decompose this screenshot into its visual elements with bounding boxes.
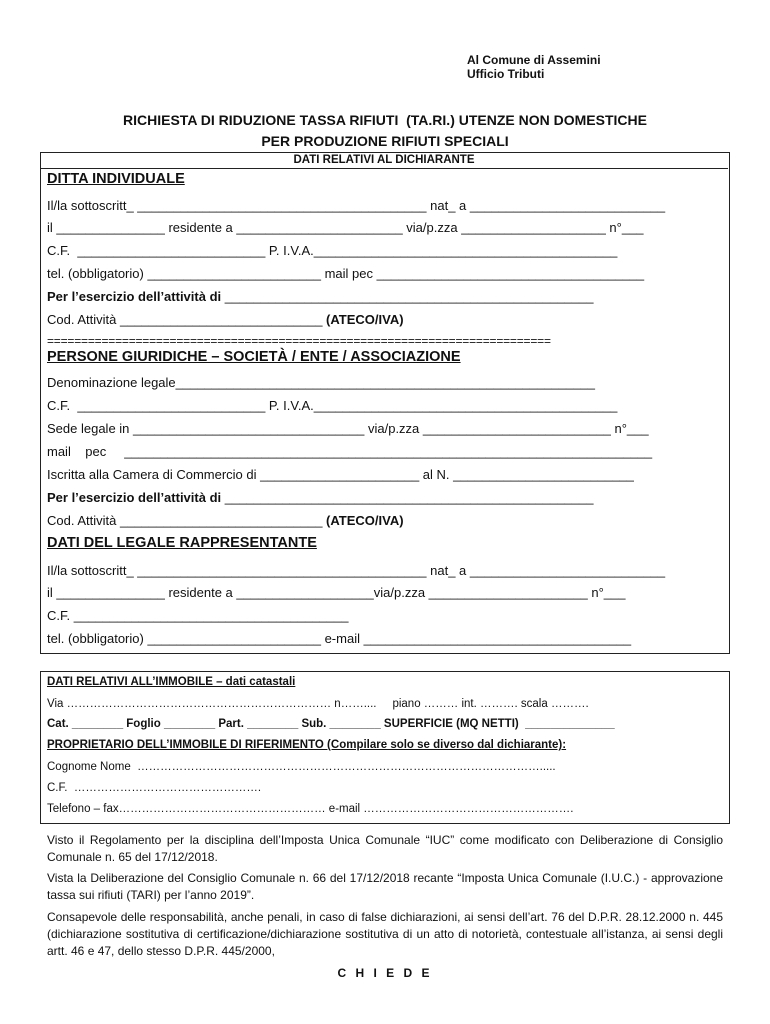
legale-heading: DATI DEL LEGALE RAPPRESENTANTE (47, 535, 317, 551)
proprietario-telefono[interactable]: Telefono – fax……………………………………………… e-mail ………………………………………………. (47, 803, 574, 815)
ditta-line-name[interactable]: Il/la sottoscritt_ ________________________________________ nat_ a ___________________________ (47, 198, 666, 213)
legale-line-name[interactable]: Il/la sottoscritt_ ________________________________________ nat_ a ___________________________ (47, 563, 666, 578)
ateco-label-2: (ATECO/IVA) (326, 513, 404, 528)
document-subtitle: PER PRODUZIONE RIFIUTI SPECIALI (261, 133, 509, 149)
esercizio-field[interactable]: ___________________________________________________ (221, 289, 594, 304)
persone-line-cod[interactable] (47, 513, 404, 528)
legale-line-cf[interactable]: C.F. ______________________________________ (47, 608, 349, 623)
recipient-line-1: Al Comune di Assemini (467, 53, 601, 67)
ditta-heading: DITTA INDIVIDUALE (47, 171, 185, 187)
chiede-heading: C H I E D E (337, 966, 433, 980)
document-title: RICHIESTA DI RIDUZIONE TASSA RIFIUTI (TA.RI.) UTENZE NON DOMESTICHE (123, 112, 647, 128)
esercizio-label-2: Per l’esercizio dell’attività di (47, 490, 222, 505)
ditta-line-tel[interactable]: tel. (obbligatorio) ________________________ mail pec _____________________________________ (47, 266, 645, 281)
proprietario-cognome[interactable]: Cognome Nome ……………………………………………………………………………………………..... (47, 761, 556, 773)
persone-line-sede[interactable]: Sede legale in ________________________________ via/p.zza __________________________ n°___ (47, 421, 649, 436)
proprietario-heading: PROPRIETARIO DELL’IMMOBILE DI RIFERIMENTO (Compilare solo se diverso dal dichiarante): (47, 739, 567, 751)
immobile-heading: DATI RELATIVI ALL’IMMOBILE – dati catastali (47, 676, 296, 688)
cod-attivita-field-2[interactable]: Cod. Attività ____________________________ (47, 513, 327, 528)
ditta-line-cf[interactable]: C.F. __________________________ P. I.V.A.__________________________________________ (47, 243, 618, 258)
proprietario-cf[interactable]: C.F. …………………………………………. (47, 782, 262, 794)
immobile-cat-line[interactable]: Cat. ________ Foglio ________ Part. ________ Sub. ________ SUPERFICIE (MQ NETTI) ______________ (47, 718, 615, 730)
persone-line-cf[interactable]: C.F. __________________________ P. I.V.A.__________________________________________ (47, 398, 618, 413)
recipient-line-2: Ufficio Tributi (467, 67, 545, 81)
separator: ========================================================================== (47, 334, 551, 348)
paragraph-consapevole: Consapevole delle responsabilità, anche penali, in caso di false dichiarazioni, ai sensi dell’art. 76 del D.P.R. 28.12.2000 n. 445 (dichiarazione sostitutiva di certificazione/dichiarazione sostitutiva di un atto di notorietà, contestuale all’istanza, ai sensi degli artt. 46 e 47, dello stesso D.P.R. 445/2000, (47, 910, 723, 958)
cod-attivita-field[interactable]: Cod. Attività ____________________________ (47, 312, 327, 327)
legale-line-tel[interactable]: tel. (obbligatorio) ________________________ e-mail _____________________________________ (47, 631, 632, 646)
paragraph-deliberazione: Vista la Deliberazione del Consiglio Comunale n. 66 del 17/12/2018 recante “Imposta Unica Comunale (I.U.C.) - approvazione tassa sui rifiuti (TARI) per l’anno 2019”. (47, 871, 723, 902)
ditta-line-esercizio[interactable] (47, 289, 593, 304)
persone-line-esercizio[interactable] (47, 490, 593, 505)
esercizio-field-2[interactable]: ___________________________________________________ (221, 490, 594, 505)
ditta-line-cod[interactable] (47, 312, 404, 327)
persone-line-camera[interactable]: Iscritta alla Camera di Commercio di ______________________ al N. _________________________ (47, 467, 634, 482)
ateco-label: (ATECO/IVA) (326, 312, 404, 327)
declarant-header: DATI RELATIVI AL DICHIARANTE (40, 152, 728, 169)
persone-line-pec[interactable]: mail pec _________________________________________________________________________ (47, 444, 653, 459)
immobile-via-line[interactable]: Via …………………………………………………………… n…….... piano ……… int. ………. scala ………. (47, 698, 589, 710)
esercizio-label: Per l’esercizio dell’attività di (47, 289, 222, 304)
persone-line-denominazione[interactable]: Denominazione legale__________________________________________________________ (47, 375, 595, 390)
ditta-line-birth[interactable]: il _______________ residente a _______________________ via/p.zza ____________________ n°___ (47, 220, 644, 235)
legale-line-birth[interactable]: il _______________ residente a ___________________via/p.zza ______________________ n°___ (47, 585, 626, 600)
persone-heading: PERSONE GIURIDICHE – SOCIETÀ / ENTE / ASSOCIAZIONE (47, 349, 461, 365)
paragraph-regolamento: Visto il Regolamento per la disciplina dell’Imposta Unica Comunale “IUC” come modificato con Deliberazione di Consiglio Comunale n. 65 del 17/12/2018. (47, 833, 723, 864)
